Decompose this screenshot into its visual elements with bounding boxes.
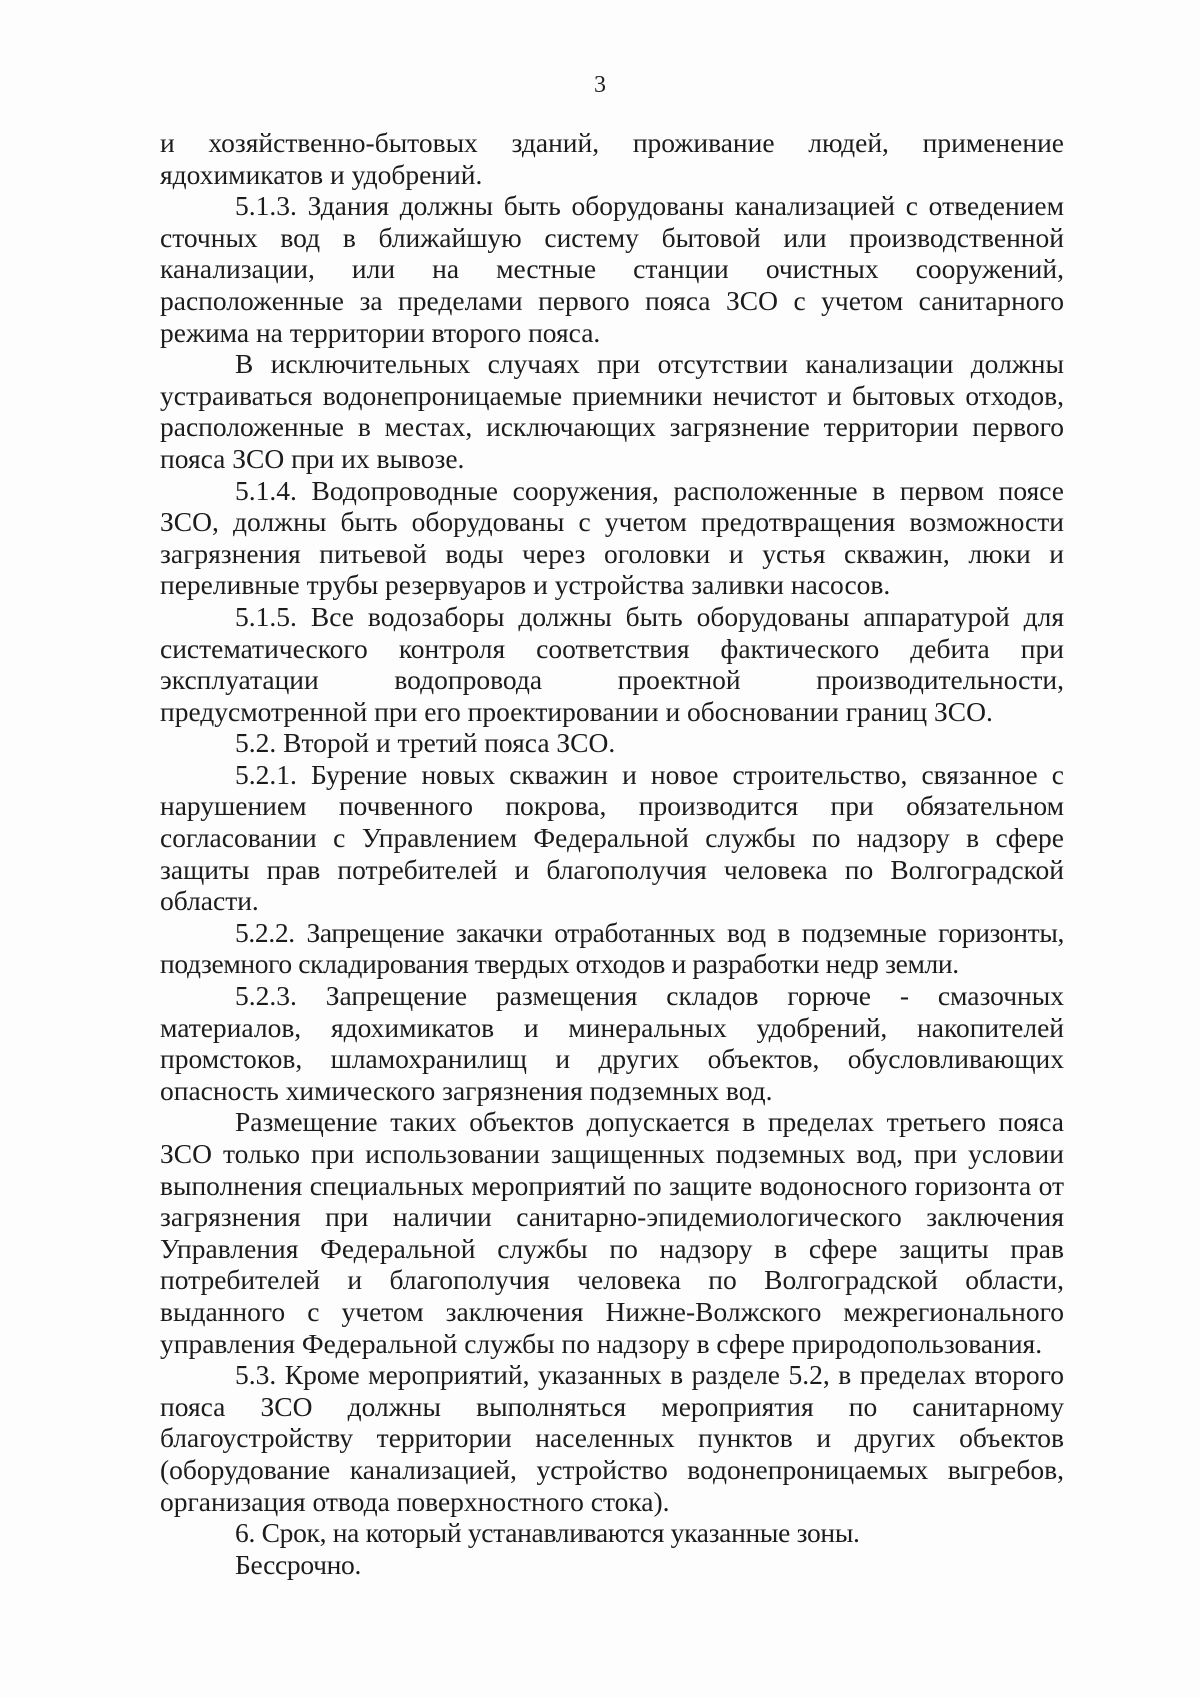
paragraph-6-term: 6. Срок, на который устанавливаются указанные зоны.: [235, 1517, 860, 1549]
paragraph-5-2-1: 5.2.1. Бурение новых скважин и новое строительство, связанное с нарушением почвенного покрова, производится при обязательном согласовании с Управлением Федеральной службы по надзору в сфере защиты прав потребителей и благополучия человека по Волгоградской области.: [160, 758, 1064, 917]
paragraph-exceptional-cases: В исключительных случаях при отсутствии канализации должны устраиваться водонепроницаемые приемники нечистот и бытовых отходов, расположенные в местах, исключающих загрязнение территории первого пояса ЗСО при их вывозе.: [160, 348, 1064, 474]
paragraph-continuation: и хозяйственно-бытовых зданий, проживание людей, применение ядохимикатов и удобрений.: [160, 127, 1064, 190]
paragraph-indefinite: Бессрочно.: [235, 1548, 362, 1580]
paragraph-5-3: 5.3. Кроме мероприятий, указанных в разделе 5.2, в пределах второго пояса ЗСО должны выполняться мероприятия по санитарному благоустройству территории населенных пунктов и других объектов (оборудование канализацией, устройство водонепроницаемых выгребов, организация отвода поверхностного стока).: [160, 1359, 1064, 1517]
paragraph-5-1-4: 5.1.4. Водопроводные сооружения, расположенные в первом поясе ЗСО, должны быть оборудованы с учетом предотвращения возможности загрязнения питьевой воды через оголовки и устья скважин, люки и переливные трубы резервуаров и устройства заливки насосов.: [160, 474, 1064, 601]
paragraph-placement: Размещение таких объектов допускается в пределах третьего пояса ЗСО только при использовании защищенных подземных вод, при условии выполнения специальных мероприятий по защите водоносного горизонта от загрязнения при наличии санитарно-эпидемиологического заключения Управления Федеральной службы по надзору в сфере защиты прав потребителей и благополучия человека по Волгоградской области, выданного с учетом заключения Нижне-Волжского межрегионального управления Федеральной службы по надзору в сфере природопользования.: [160, 1106, 1064, 1359]
paragraph-5-2: 5.2. Второй и третий пояса ЗСО.: [235, 727, 616, 759]
paragraph-5-2-2: 5.2.2. Запрещение закачки отработанных вод в подземные горизонты, подземного складирования твердых отходов и разработки недр земли.: [160, 916, 1064, 980]
paragraph-5-1-5: 5.1.5. Все водозаборы должны быть оборудованы аппаратурой для систематического контроля соответствия фактического дебита при эксплуатации водопровода проектной производительности, предусмотренной при его проектировании и обосновании границ ЗСО.: [160, 600, 1064, 727]
paragraph-5-1-3: 5.1.3. Здания должны быть оборудованы канализацией с отведением сточных вод в ближайшую систему бытовой или производственной канализации, или на местные станции очистных сооружений, расположенные за пределами первого пояса ЗСО с учетом санитарного режима на территории второго пояса.: [160, 190, 1064, 348]
document-body: [160, 127, 1064, 1580]
page-number: 3: [594, 72, 606, 98]
paragraph-5-2-3: 5.2.3. Запрещение размещения складов горюче - смазочных материалов, ядохимикатов и минеральных удобрений, накопителей промстоков, шламохранилищ и других объектов, обусловливающих опасность химического загрязнения подземных вод.: [160, 980, 1064, 1106]
